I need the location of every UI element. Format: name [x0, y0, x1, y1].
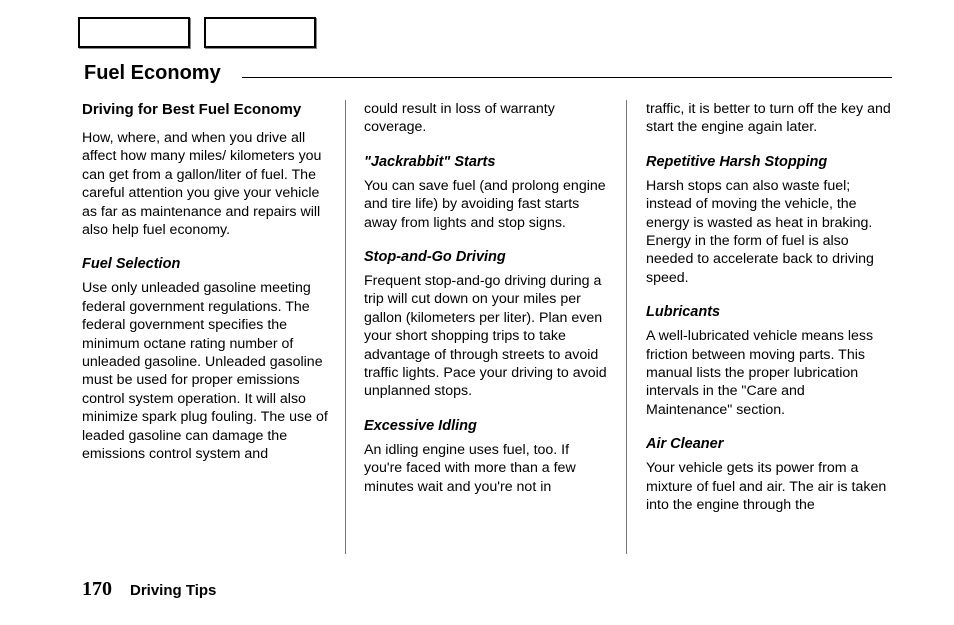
subsection-heading: Fuel Selection — [82, 256, 181, 273]
body-paragraph: Your vehicle gets its power from a mixture of fuel and air. The air is taken into the engine through the — [646, 460, 887, 514]
text-column-2 — [364, 100, 610, 512]
subsection-heading: Lubricants — [646, 304, 721, 321]
subsection-heading: Excessive Idling — [364, 417, 477, 434]
page-number: 170 — [82, 578, 112, 600]
body-paragraph: How, where, and when you drive all affect how many miles/ kilometers you can get from a gallon/liter of fuel. The careful attention you give your vehicle as far as maintenance and repairs will also help fuel economy. — [82, 130, 322, 239]
body-paragraph: You can save fuel (and prolong engine and tire life) by avoiding fast starts away from lights and stop signs. — [364, 177, 606, 231]
subsection-heading: Repetitive Harsh Stopping — [646, 153, 828, 170]
nav-button-previous[interactable] — [78, 17, 190, 48]
body-paragraph: An idling engine uses fuel, too. If you're faced with more than a few minutes wait and you're not in — [364, 441, 576, 495]
section-label: Driving Tips — [130, 582, 217, 599]
body-paragraph: Harsh stops can also waste fuel; instead of moving the vehicle, the energy is wasted as heat in braking. Energy in the form of fuel is also needed to accelerate back to driving speed. — [646, 177, 874, 286]
subsection-heading: Stop-and-Go Driving — [364, 249, 506, 266]
text-column-1 — [82, 100, 328, 480]
page-title: Fuel Economy — [84, 62, 221, 84]
text-column-3 — [646, 100, 892, 531]
column-divider — [345, 100, 346, 554]
subsection-heading: Air Cleaner — [646, 436, 724, 453]
page-footer — [82, 578, 216, 601]
body-paragraph: could result in loss of warranty coverage. — [364, 101, 555, 136]
body-paragraph: Use only unleaded gasoline meeting federal government regulations. The federal government specifies the minimum octane rating number of unleaded gasoline. Unleaded gasoline must be used for proper emissions control system operation. It will also minimize spark plug fouling. The use of leaded gasoline can damage the emissions control system and — [82, 280, 328, 463]
body-paragraph: A well-lubricated vehicle means less friction between moving parts. This manual lists the proper lubrication intervals in the "Care and Maintenance" section. — [646, 328, 874, 418]
title-rule — [242, 77, 892, 78]
subsection-heading: "Jackrabbit" Starts — [364, 153, 496, 170]
body-paragraph: traffic, it is better to turn off the key and start the engine again later. — [646, 101, 891, 136]
body-paragraph: Frequent stop-and-go driving during a trip will cut down on your miles per gallon (kilometers per liter). Plan even your short shopping trips to take advantage of through streets to avoid traffic lights. Pace your driving to avoid unplanned stops. — [364, 273, 607, 400]
section-heading: Driving for Best Fuel Economy — [82, 101, 302, 118]
nav-button-next[interactable] — [204, 17, 316, 48]
column-divider — [626, 100, 627, 554]
